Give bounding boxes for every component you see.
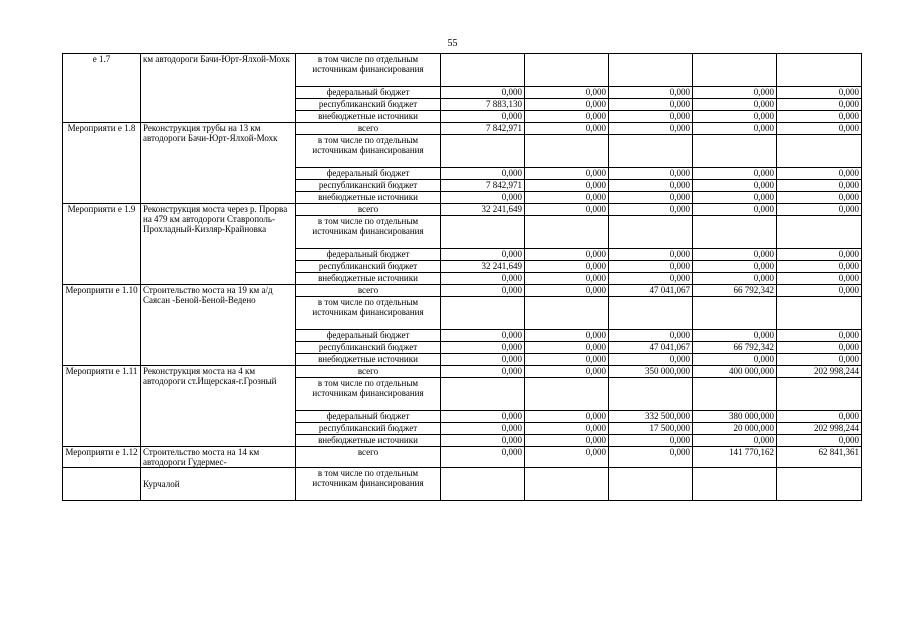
value-cell-year-5: 202 998,244 (777, 423, 862, 435)
value-cell-year-4: 141 770,162 (693, 447, 777, 468)
value-cell-year-2: 0,000 (525, 168, 609, 180)
value-cell-year-3: 0,000 (609, 447, 693, 468)
value-cell-year-2: 0,000 (525, 423, 609, 435)
value-cell-year-4: 0,000 (693, 435, 777, 447)
funding-source: республиканский бюджет (296, 180, 441, 192)
funding-source: внебюджетные источники (296, 111, 441, 123)
measure-id: Мероприяти е 1.11 (63, 366, 141, 447)
funding-source: федеральный бюджет (296, 87, 441, 99)
value-cell-year-2 (525, 297, 609, 330)
funding-source: республиканский бюджет (296, 342, 441, 354)
funding-source: федеральный бюджет (296, 411, 441, 423)
value-cell-year-3: 0,000 (609, 111, 693, 123)
value-cell-year-3 (609, 216, 693, 249)
value-cell-year-5: 0,000 (777, 168, 862, 180)
value-cell-year-1: 7 883,130 (441, 99, 525, 111)
value-cell-year-3 (609, 54, 693, 87)
measure-name: Строительство моста на 14 км автодороги Гудермес- (141, 447, 296, 468)
value-cell-year-4: 66 792,342 (693, 342, 777, 354)
value-cell-year-1 (441, 297, 525, 330)
value-cell-year-4: 0,000 (693, 330, 777, 342)
value-cell-year-2 (525, 378, 609, 411)
value-cell-year-1 (441, 216, 525, 249)
funding-source: в том числе по отдельным источникам финансирования (296, 135, 441, 168)
measure-id: Мероприяти е 1.9 (63, 204, 141, 285)
value-cell-year-2: 0,000 (525, 180, 609, 192)
value-cell-year-1: 0,000 (441, 192, 525, 204)
value-cell-year-1 (441, 468, 525, 501)
value-cell-year-4 (693, 468, 777, 501)
measure-name: км автодороги Бачи-Юрт-Ялхой-Мохк (141, 54, 296, 123)
value-cell-year-1: 0,000 (441, 366, 525, 378)
value-cell-year-3: 0,000 (609, 273, 693, 285)
value-cell-year-5: 0,000 (777, 354, 862, 366)
measure-id: е 1.7 (63, 54, 141, 123)
funding-source: республиканский бюджет (296, 423, 441, 435)
measure-id: Мероприяти е 1.12 (63, 447, 141, 468)
measure-id: Мероприяти е 1.8 (63, 123, 141, 204)
value-cell-year-4: 0,000 (693, 168, 777, 180)
value-cell-year-3: 0,000 (609, 330, 693, 342)
value-cell-year-2: 0,000 (525, 99, 609, 111)
measure-name: Реконструкция моста через р. Прорва на 479 км автодороги Ставрополь-Прохладный-Кизляр-Крайновка (141, 204, 296, 285)
value-cell-year-5: 0,000 (777, 273, 862, 285)
value-cell-year-3: 0,000 (609, 204, 693, 216)
value-cell-year-5 (777, 378, 862, 411)
value-cell-year-2 (525, 135, 609, 168)
value-cell-year-3: 0,000 (609, 261, 693, 273)
value-cell-year-4: 0,000 (693, 123, 777, 135)
value-cell-year-1 (441, 135, 525, 168)
value-cell-year-2 (525, 216, 609, 249)
value-cell-year-1: 0,000 (441, 423, 525, 435)
value-cell-year-1: 7 842,971 (441, 180, 525, 192)
value-cell-year-1: 7 842,971 (441, 123, 525, 135)
value-cell-year-5: 0,000 (777, 435, 862, 447)
value-cell-year-2: 0,000 (525, 249, 609, 261)
funding-source: всего (296, 123, 441, 135)
value-cell-year-1: 0,000 (441, 411, 525, 423)
funding-source: федеральный бюджет (296, 168, 441, 180)
value-cell-year-5: 0,000 (777, 123, 862, 135)
value-cell-year-2: 0,000 (525, 204, 609, 216)
value-cell-year-2: 0,000 (525, 366, 609, 378)
value-cell-year-5: 0,000 (777, 111, 862, 123)
value-cell-year-3: 0,000 (609, 192, 693, 204)
value-cell-year-1: 0,000 (441, 87, 525, 99)
measure-name: Реконструкция моста на 4 км автодороги ст.Ищерская-г.Грозный (141, 366, 296, 447)
value-cell-year-4: 0,000 (693, 354, 777, 366)
funding-source: в том числе по отдельным источникам финансирования (296, 216, 441, 249)
value-cell-year-5 (777, 135, 862, 168)
value-cell-year-2: 0,000 (525, 273, 609, 285)
page-number: 55 (447, 38, 458, 49)
value-cell-year-1: 32 241,649 (441, 261, 525, 273)
value-cell-year-5 (777, 216, 862, 249)
value-cell-year-4: 0,000 (693, 204, 777, 216)
value-cell-year-2: 0,000 (525, 330, 609, 342)
value-cell-year-2 (525, 54, 609, 87)
value-cell-year-5: 0,000 (777, 204, 862, 216)
funding-source: внебюджетные источники (296, 435, 441, 447)
value-cell-year-3: 0,000 (609, 249, 693, 261)
funding-source: федеральный бюджет (296, 330, 441, 342)
funding-source: всего (296, 285, 441, 297)
value-cell-year-2: 0,000 (525, 447, 609, 468)
value-cell-year-5: 62 841,361 (777, 447, 862, 468)
value-cell-year-3: 0,000 (609, 87, 693, 99)
value-cell-year-3 (609, 135, 693, 168)
table-row (63, 447, 862, 468)
measure-name: Строительство моста на 19 км а/д Саясан -Беной-Беной-Ведено (141, 285, 296, 366)
value-cell-year-1: 0,000 (441, 354, 525, 366)
value-cell-year-3: 47 041,067 (609, 342, 693, 354)
measure-id: Мероприяти е 1.10 (63, 285, 141, 366)
value-cell-year-4 (693, 216, 777, 249)
value-cell-year-3: 0,000 (609, 435, 693, 447)
funding-source: всего (296, 204, 441, 216)
value-cell-year-4: 0,000 (693, 261, 777, 273)
value-cell-year-2: 0,000 (525, 123, 609, 135)
value-cell-year-2 (525, 468, 609, 501)
value-cell-year-1: 0,000 (441, 330, 525, 342)
value-cell-year-3: 0,000 (609, 123, 693, 135)
value-cell-year-3: 0,000 (609, 354, 693, 366)
table-row (63, 204, 862, 216)
table-row (63, 54, 862, 87)
value-cell-year-2: 0,000 (525, 354, 609, 366)
value-cell-year-5: 0,000 (777, 342, 862, 354)
value-cell-year-2: 0,000 (525, 435, 609, 447)
value-cell-year-5: 0,000 (777, 99, 862, 111)
value-cell-year-4: 400 000,000 (693, 366, 777, 378)
value-cell-year-3: 17 500,000 (609, 423, 693, 435)
value-cell-year-3: 0,000 (609, 168, 693, 180)
value-cell-year-4: 0,000 (693, 249, 777, 261)
value-cell-year-3: 47 041,067 (609, 285, 693, 297)
value-cell-year-2: 0,000 (525, 111, 609, 123)
value-cell-year-4: 0,000 (693, 192, 777, 204)
table-row (63, 468, 862, 501)
value-cell-year-3: 0,000 (609, 99, 693, 111)
value-cell-year-4: 0,000 (693, 273, 777, 285)
funding-source: в том числе по отдельным источникам финансирования (296, 297, 441, 330)
value-cell-year-5: 0,000 (777, 249, 862, 261)
value-cell-year-4: 20 000,000 (693, 423, 777, 435)
funding-source: республиканский бюджет (296, 99, 441, 111)
value-cell-year-2: 0,000 (525, 87, 609, 99)
value-cell-year-5: 0,000 (777, 261, 862, 273)
funding-source: в том числе по отдельным источникам финансирования (296, 54, 441, 87)
value-cell-year-5: 0,000 (777, 330, 862, 342)
value-cell-year-5 (777, 54, 862, 87)
table-row (63, 366, 862, 378)
value-cell-year-3 (609, 468, 693, 501)
value-cell-year-2: 0,000 (525, 261, 609, 273)
table-row (63, 285, 862, 297)
value-cell-year-2: 0,000 (525, 285, 609, 297)
value-cell-year-1: 0,000 (441, 447, 525, 468)
table-row (63, 123, 862, 135)
value-cell-year-3 (609, 378, 693, 411)
value-cell-year-4: 0,000 (693, 111, 777, 123)
funding-source: республиканский бюджет (296, 261, 441, 273)
value-cell-year-4 (693, 297, 777, 330)
value-cell-year-1: 0,000 (441, 285, 525, 297)
measure-name: Реконструкция трубы на 13 км автодороги Бачи-Юрт-Ялхой-Мохк (141, 123, 296, 204)
value-cell-year-5 (777, 297, 862, 330)
value-cell-year-2: 0,000 (525, 342, 609, 354)
value-cell-year-5 (777, 468, 862, 501)
measure-id (63, 468, 141, 501)
value-cell-year-4: 0,000 (693, 180, 777, 192)
value-cell-year-5: 0,000 (777, 87, 862, 99)
value-cell-year-5: 0,000 (777, 285, 862, 297)
value-cell-year-5: 202 998,244 (777, 366, 862, 378)
value-cell-year-3: 350 000,000 (609, 366, 693, 378)
funding-source: всего (296, 447, 441, 468)
value-cell-year-5: 0,000 (777, 411, 862, 423)
value-cell-year-4: 0,000 (693, 87, 777, 99)
value-cell-year-1: 0,000 (441, 342, 525, 354)
funding-source: в том числе по отдельным источникам финансирования (296, 468, 441, 501)
value-cell-year-2: 0,000 (525, 192, 609, 204)
value-cell-year-3 (609, 297, 693, 330)
value-cell-year-4 (693, 378, 777, 411)
funding-source: внебюджетные источники (296, 354, 441, 366)
value-cell-year-3: 0,000 (609, 180, 693, 192)
value-cell-year-1: 32 241,649 (441, 204, 525, 216)
funding-source: внебюджетные источники (296, 273, 441, 285)
value-cell-year-1: 0,000 (441, 273, 525, 285)
value-cell-year-1 (441, 54, 525, 87)
value-cell-year-1: 0,000 (441, 168, 525, 180)
value-cell-year-5: 0,000 (777, 192, 862, 204)
budget-table (62, 53, 862, 501)
funding-source: в том числе по отдельным источникам финансирования (296, 378, 441, 411)
value-cell-year-4: 380 000,000 (693, 411, 777, 423)
measure-name: Курчалой (141, 468, 296, 501)
value-cell-year-4 (693, 135, 777, 168)
value-cell-year-4: 0,000 (693, 99, 777, 111)
value-cell-year-2: 0,000 (525, 411, 609, 423)
funding-source: внебюджетные источники (296, 192, 441, 204)
funding-source: всего (296, 366, 441, 378)
value-cell-year-1 (441, 378, 525, 411)
value-cell-year-1: 0,000 (441, 111, 525, 123)
funding-source: федеральный бюджет (296, 249, 441, 261)
value-cell-year-5: 0,000 (777, 180, 862, 192)
value-cell-year-4 (693, 54, 777, 87)
value-cell-year-1: 0,000 (441, 435, 525, 447)
value-cell-year-3: 332 500,000 (609, 411, 693, 423)
value-cell-year-1: 0,000 (441, 249, 525, 261)
value-cell-year-4: 66 792,342 (693, 285, 777, 297)
